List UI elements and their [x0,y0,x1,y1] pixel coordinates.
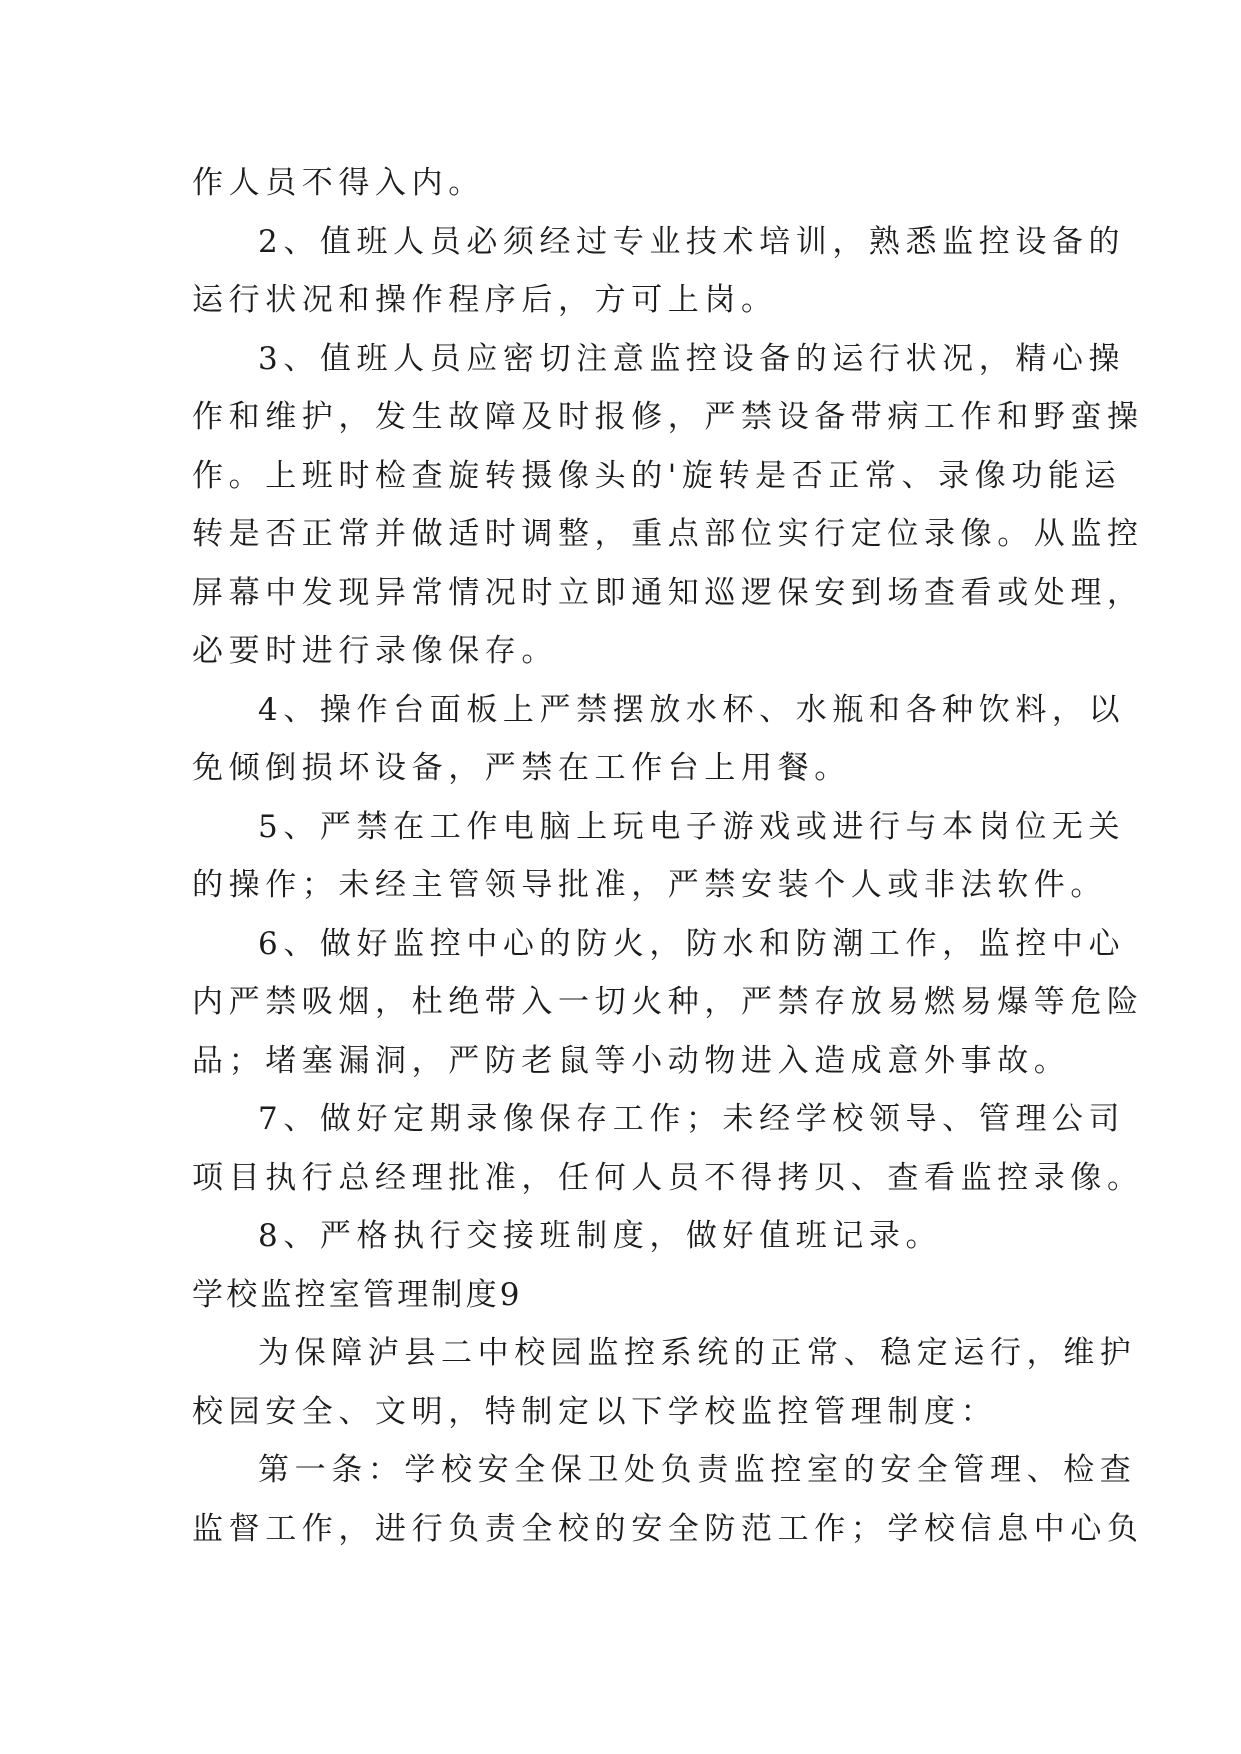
document-body [192,154,1144,1558]
text-line: 屏幕中发现异常情况时立即通知巡逻保安到场查看或处理， [192,574,1144,611]
text-line: 监督工作，进行负责全校的安全防范工作；学校信息中心负 [192,1510,1144,1547]
paragraph-line: 6、做好监控中心的防火，防水和防潮工作，监控中心 [258,925,1126,962]
paragraph-line: 5、严禁在工作电脑上玩电子游戏或进行与本岗位无关 [258,808,1126,845]
text-line: 内严禁吸烟，杜绝带入一切火种，严禁存放易燃易爆等危险 [192,984,1144,1020]
text-line: 作和维护，发生故障及时报修，严禁设备带病工作和野蛮操 [192,399,1144,435]
text-line: 作人员不得入内。 [192,165,485,201]
text-line: 运行状况和操作程序后，方可上岗。 [192,282,778,318]
paragraph-line: 为保障泸县二中校园监控系统的正常、稳定运行，维护 [258,1335,1137,1371]
text-line: 免倾倒损坏设备，严禁在工作台上用餐。 [192,750,851,786]
text-line: 项目执行总经理批准，任何人员不得拷贝、查看监控录像。 [192,1159,1144,1196]
paragraph-line: 第一条：学校安全保卫处负责监控室的安全管理、检查 [258,1452,1137,1488]
text-line: 校园安全、文明，特制定以下学校监控管理制度： [192,1393,998,1430]
paragraph-line: 3、值班人员应密切注意监控设备的运行状况，精心操 [258,340,1126,377]
section-heading: 学校监控室管理制度9 [192,1276,523,1313]
paragraph-line: 7、做好定期录像保存工作；未经学校领导、管理公司 [258,1101,1126,1137]
text-line: 品；堵塞漏洞，严防老鼠等小动物进入造成意外事故。 [192,1042,1071,1079]
text-line: 转是否正常并做适时调整，重点部位实行定位录像。从监控 [192,516,1144,552]
text-line: 作。上班时检查旋转摄像头的'旋转是否正常、录像功能运 [192,457,1122,494]
paragraph-line: 8、严格执行交接班制度，做好值班记录。 [258,1218,943,1254]
text-line: 必要时进行录像保存。 [192,633,558,669]
paragraph-line: 4、操作台面板上严禁摆放水杯、水瓶和各种饮料，以 [258,691,1126,728]
text-line: 的操作；未经主管领导批准，严禁安装个人或非法软件。 [192,867,1107,903]
paragraph-line: 2、值班人员必须经过专业技术培训，熟悉监控设备的 [258,223,1126,260]
